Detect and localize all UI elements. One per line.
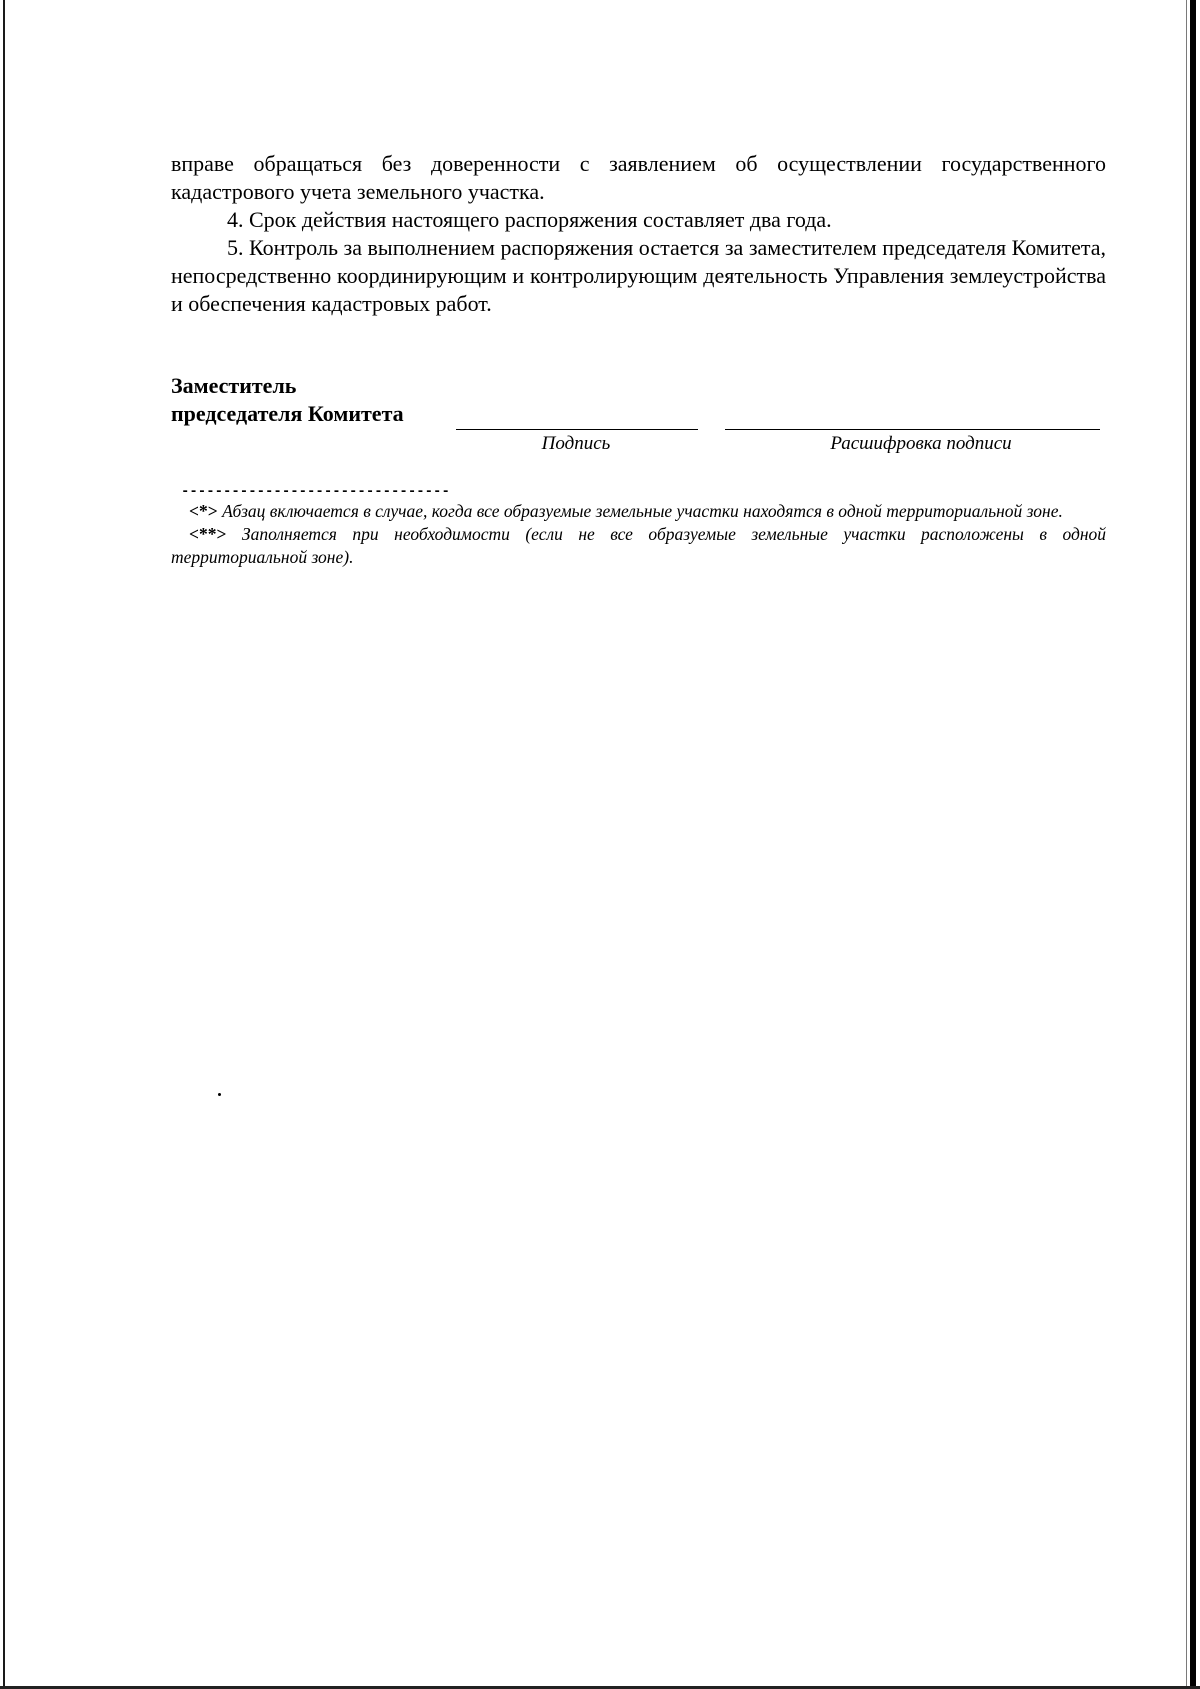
signatory-title xyxy=(171,372,404,428)
scan-edge-left xyxy=(3,0,5,1689)
document-body xyxy=(171,150,1106,318)
signature-block xyxy=(171,372,1106,452)
signatory-title-line-2: председателя Комитета xyxy=(171,401,404,426)
footnote-2-text: Заполняется при необходимости (если не все образуемые земельные участки расположены в одной территориальной зоне). xyxy=(171,524,1106,567)
signature-decoding-line xyxy=(725,429,1100,430)
scan-edge-right-inner xyxy=(1186,0,1187,1689)
footnotes xyxy=(171,484,1106,569)
signature-line xyxy=(456,429,698,430)
scan-speck xyxy=(218,1093,221,1096)
body-paragraph-3: 5. Контроль за выполнением распоряжения остается за заместителем председателя Комитета, непосредственно координирующим и контролирующим деятельность Управления землеустройства и обеспечения кадастровых работ. xyxy=(171,235,1106,316)
signature-caption: Подпись xyxy=(541,433,611,454)
signatory-title-line-1: Заместитель xyxy=(171,373,297,398)
scan-edge-right xyxy=(1190,0,1196,1689)
body-paragraph-1: вправе обращаться без доверенности с заявлением об осуществлении государственного кадастрового учета земельного участка. xyxy=(171,151,1106,204)
signature-decoding-caption: Расшифровка подписи xyxy=(830,433,1012,454)
body-paragraph-2: 4. Срок действия настоящего распоряжения составляет два года. xyxy=(227,207,832,232)
footnote-1-marker: <*> xyxy=(189,501,218,521)
footnote-2-marker: <**> xyxy=(189,524,227,544)
footnote-1-text: Абзац включается в случае, когда все образуемые земельные участки находятся в одной территориальной зоне. xyxy=(217,501,1063,521)
footnote-separator: -------------------------------- xyxy=(181,484,450,500)
footnote-1 xyxy=(171,500,1106,523)
footnote-2 xyxy=(171,523,1106,569)
